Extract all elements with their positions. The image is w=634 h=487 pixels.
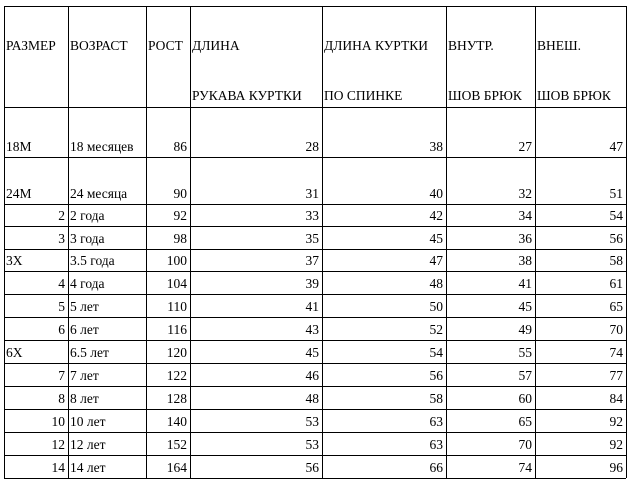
cell-sleeve-length: 33	[305, 208, 319, 223]
cell-inseam: 34	[518, 208, 532, 223]
cell-outseam: 61	[609, 276, 623, 291]
header-outseam-line1: ВНЕШ.	[537, 38, 581, 53]
cell-back-length: 47	[429, 253, 443, 268]
grid-vline	[68, 6, 69, 478]
cell-sleeve-length: 56	[305, 460, 319, 475]
cell-outseam: 92	[609, 437, 623, 452]
cell-outseam: 51	[609, 186, 623, 201]
cell-height: 128	[166, 391, 187, 406]
cell-size: 10	[51, 414, 65, 429]
cell-inseam: 74	[518, 460, 532, 475]
cell-back-length: 63	[429, 414, 443, 429]
cell-age: 10 лет	[70, 414, 106, 429]
cell-inseam: 36	[518, 231, 532, 246]
cell-inseam: 49	[518, 322, 532, 337]
grid-hline	[4, 271, 626, 272]
cell-sleeve-length: 37	[305, 253, 319, 268]
cell-size: 24M	[6, 186, 32, 201]
grid-hline	[4, 226, 626, 227]
cell-back-length: 48	[429, 276, 443, 291]
grid-hline	[4, 6, 626, 7]
header-sleeve-length-line1: ДЛИНА	[192, 38, 240, 53]
cell-height: 120	[166, 345, 187, 360]
cell-sleeve-length: 53	[305, 414, 319, 429]
cell-outseam: 70	[609, 322, 623, 337]
cell-inseam: 65	[518, 414, 532, 429]
cell-sleeve-length: 46	[305, 368, 319, 383]
cell-height: 164	[166, 460, 187, 475]
cell-height: 110	[167, 299, 187, 314]
cell-size: 7	[58, 368, 65, 383]
grid-hline	[4, 107, 626, 108]
grid-hline	[4, 409, 626, 410]
cell-size: 3X	[6, 253, 23, 268]
cell-height: 86	[173, 139, 187, 154]
cell-age: 6.5 лет	[70, 345, 109, 360]
cell-size: 6X	[6, 345, 23, 360]
header-size-line1: РАЗМЕР	[6, 38, 56, 53]
cell-height: 98	[173, 231, 187, 246]
cell-outseam: 77	[609, 368, 623, 383]
cell-height: 116	[167, 322, 187, 337]
header-age-line1: ВОЗРАСТ	[70, 38, 128, 53]
cell-size: 2	[58, 208, 65, 223]
cell-age: 12 лет	[70, 437, 106, 452]
cell-sleeve-length: 39	[305, 276, 319, 291]
cell-age: 24 месяца	[70, 186, 128, 201]
cell-back-length: 45	[429, 231, 443, 246]
header-inseam-line2: ШОВ БРЮК	[448, 88, 522, 103]
cell-sleeve-length: 35	[305, 231, 319, 246]
cell-inseam: 70	[518, 437, 532, 452]
cell-sleeve-length: 45	[305, 345, 319, 360]
grid-hline	[4, 157, 626, 158]
cell-age: 7 лет	[70, 368, 99, 383]
cell-size: 3	[58, 231, 65, 246]
cell-size: 5	[58, 299, 65, 314]
cell-size: 14	[51, 460, 65, 475]
header-height-line1: РОСТ	[148, 38, 183, 53]
cell-age: 4 года	[70, 276, 105, 291]
grid-hline	[4, 386, 626, 387]
cell-size: 12	[51, 437, 65, 452]
cell-inseam: 57	[518, 368, 532, 383]
cell-height: 152	[166, 437, 187, 452]
cell-inseam: 38	[518, 253, 532, 268]
cell-back-length: 52	[429, 322, 443, 337]
cell-sleeve-length: 41	[305, 299, 319, 314]
cell-outseam: 58	[609, 253, 623, 268]
cell-height: 104	[166, 276, 187, 291]
cell-sleeve-length: 43	[305, 322, 319, 337]
cell-height: 92	[173, 208, 187, 223]
grid-hline	[4, 204, 626, 205]
cell-back-length: 42	[429, 208, 443, 223]
grid-hline	[4, 432, 626, 433]
cell-age: 3.5 года	[70, 253, 115, 268]
header-back-length-line2: ПО СПИНКЕ	[324, 88, 403, 103]
cell-back-length: 66	[429, 460, 443, 475]
cell-back-length: 50	[429, 299, 443, 314]
header-outseam-line2: ШОВ БРЮК	[537, 88, 611, 103]
header-back-length-line1: ДЛИНА КУРТКИ	[324, 38, 428, 53]
cell-size: 4	[58, 276, 65, 291]
cell-age: 6 лет	[70, 322, 99, 337]
cell-inseam: 32	[518, 186, 532, 201]
grid-hline	[4, 317, 626, 318]
cell-sleeve-length: 31	[305, 186, 319, 201]
cell-height: 90	[173, 186, 187, 201]
cell-back-length: 40	[429, 186, 443, 201]
cell-age: 2 года	[70, 208, 105, 223]
grid-hline	[4, 249, 626, 250]
cell-back-length: 38	[429, 139, 443, 154]
cell-inseam: 55	[518, 345, 532, 360]
grid-hline	[4, 478, 626, 479]
cell-sleeve-length: 53	[305, 437, 319, 452]
cell-sleeve-length: 48	[305, 391, 319, 406]
cell-age: 18 месяцев	[70, 139, 134, 154]
cell-age: 5 лет	[70, 299, 99, 314]
header-sleeve-length-line2: РУКАВА КУРТКИ	[192, 88, 302, 103]
cell-inseam: 41	[518, 276, 532, 291]
cell-inseam: 60	[518, 391, 532, 406]
cell-outseam: 84	[609, 391, 623, 406]
cell-height: 100	[166, 253, 187, 268]
header-inseam-line1: ВНУТР.	[448, 38, 494, 53]
cell-age: 3 года	[70, 231, 105, 246]
cell-height: 140	[166, 414, 187, 429]
cell-age: 8 лет	[70, 391, 99, 406]
cell-sleeve-length: 28	[305, 139, 319, 154]
cell-size: 6	[58, 322, 65, 337]
cell-outseam: 96	[609, 460, 623, 475]
cell-outseam: 47	[609, 139, 623, 154]
cell-outseam: 92	[609, 414, 623, 429]
cell-outseam: 74	[609, 345, 623, 360]
cell-back-length: 58	[429, 391, 443, 406]
cell-outseam: 54	[609, 208, 623, 223]
cell-back-length: 56	[429, 368, 443, 383]
cell-inseam: 45	[518, 299, 532, 314]
cell-outseam: 65	[609, 299, 623, 314]
cell-inseam: 27	[518, 139, 532, 154]
grid-vline	[626, 6, 627, 478]
cell-size: 8	[58, 391, 65, 406]
grid-hline	[4, 455, 626, 456]
grid-hline	[4, 363, 626, 364]
cell-height: 122	[166, 368, 187, 383]
cell-size: 18M	[6, 139, 32, 154]
cell-outseam: 56	[609, 231, 623, 246]
cell-back-length: 54	[429, 345, 443, 360]
cell-back-length: 63	[429, 437, 443, 452]
grid-hline	[4, 340, 626, 341]
cell-age: 14 лет	[70, 460, 106, 475]
grid-hline	[4, 294, 626, 295]
